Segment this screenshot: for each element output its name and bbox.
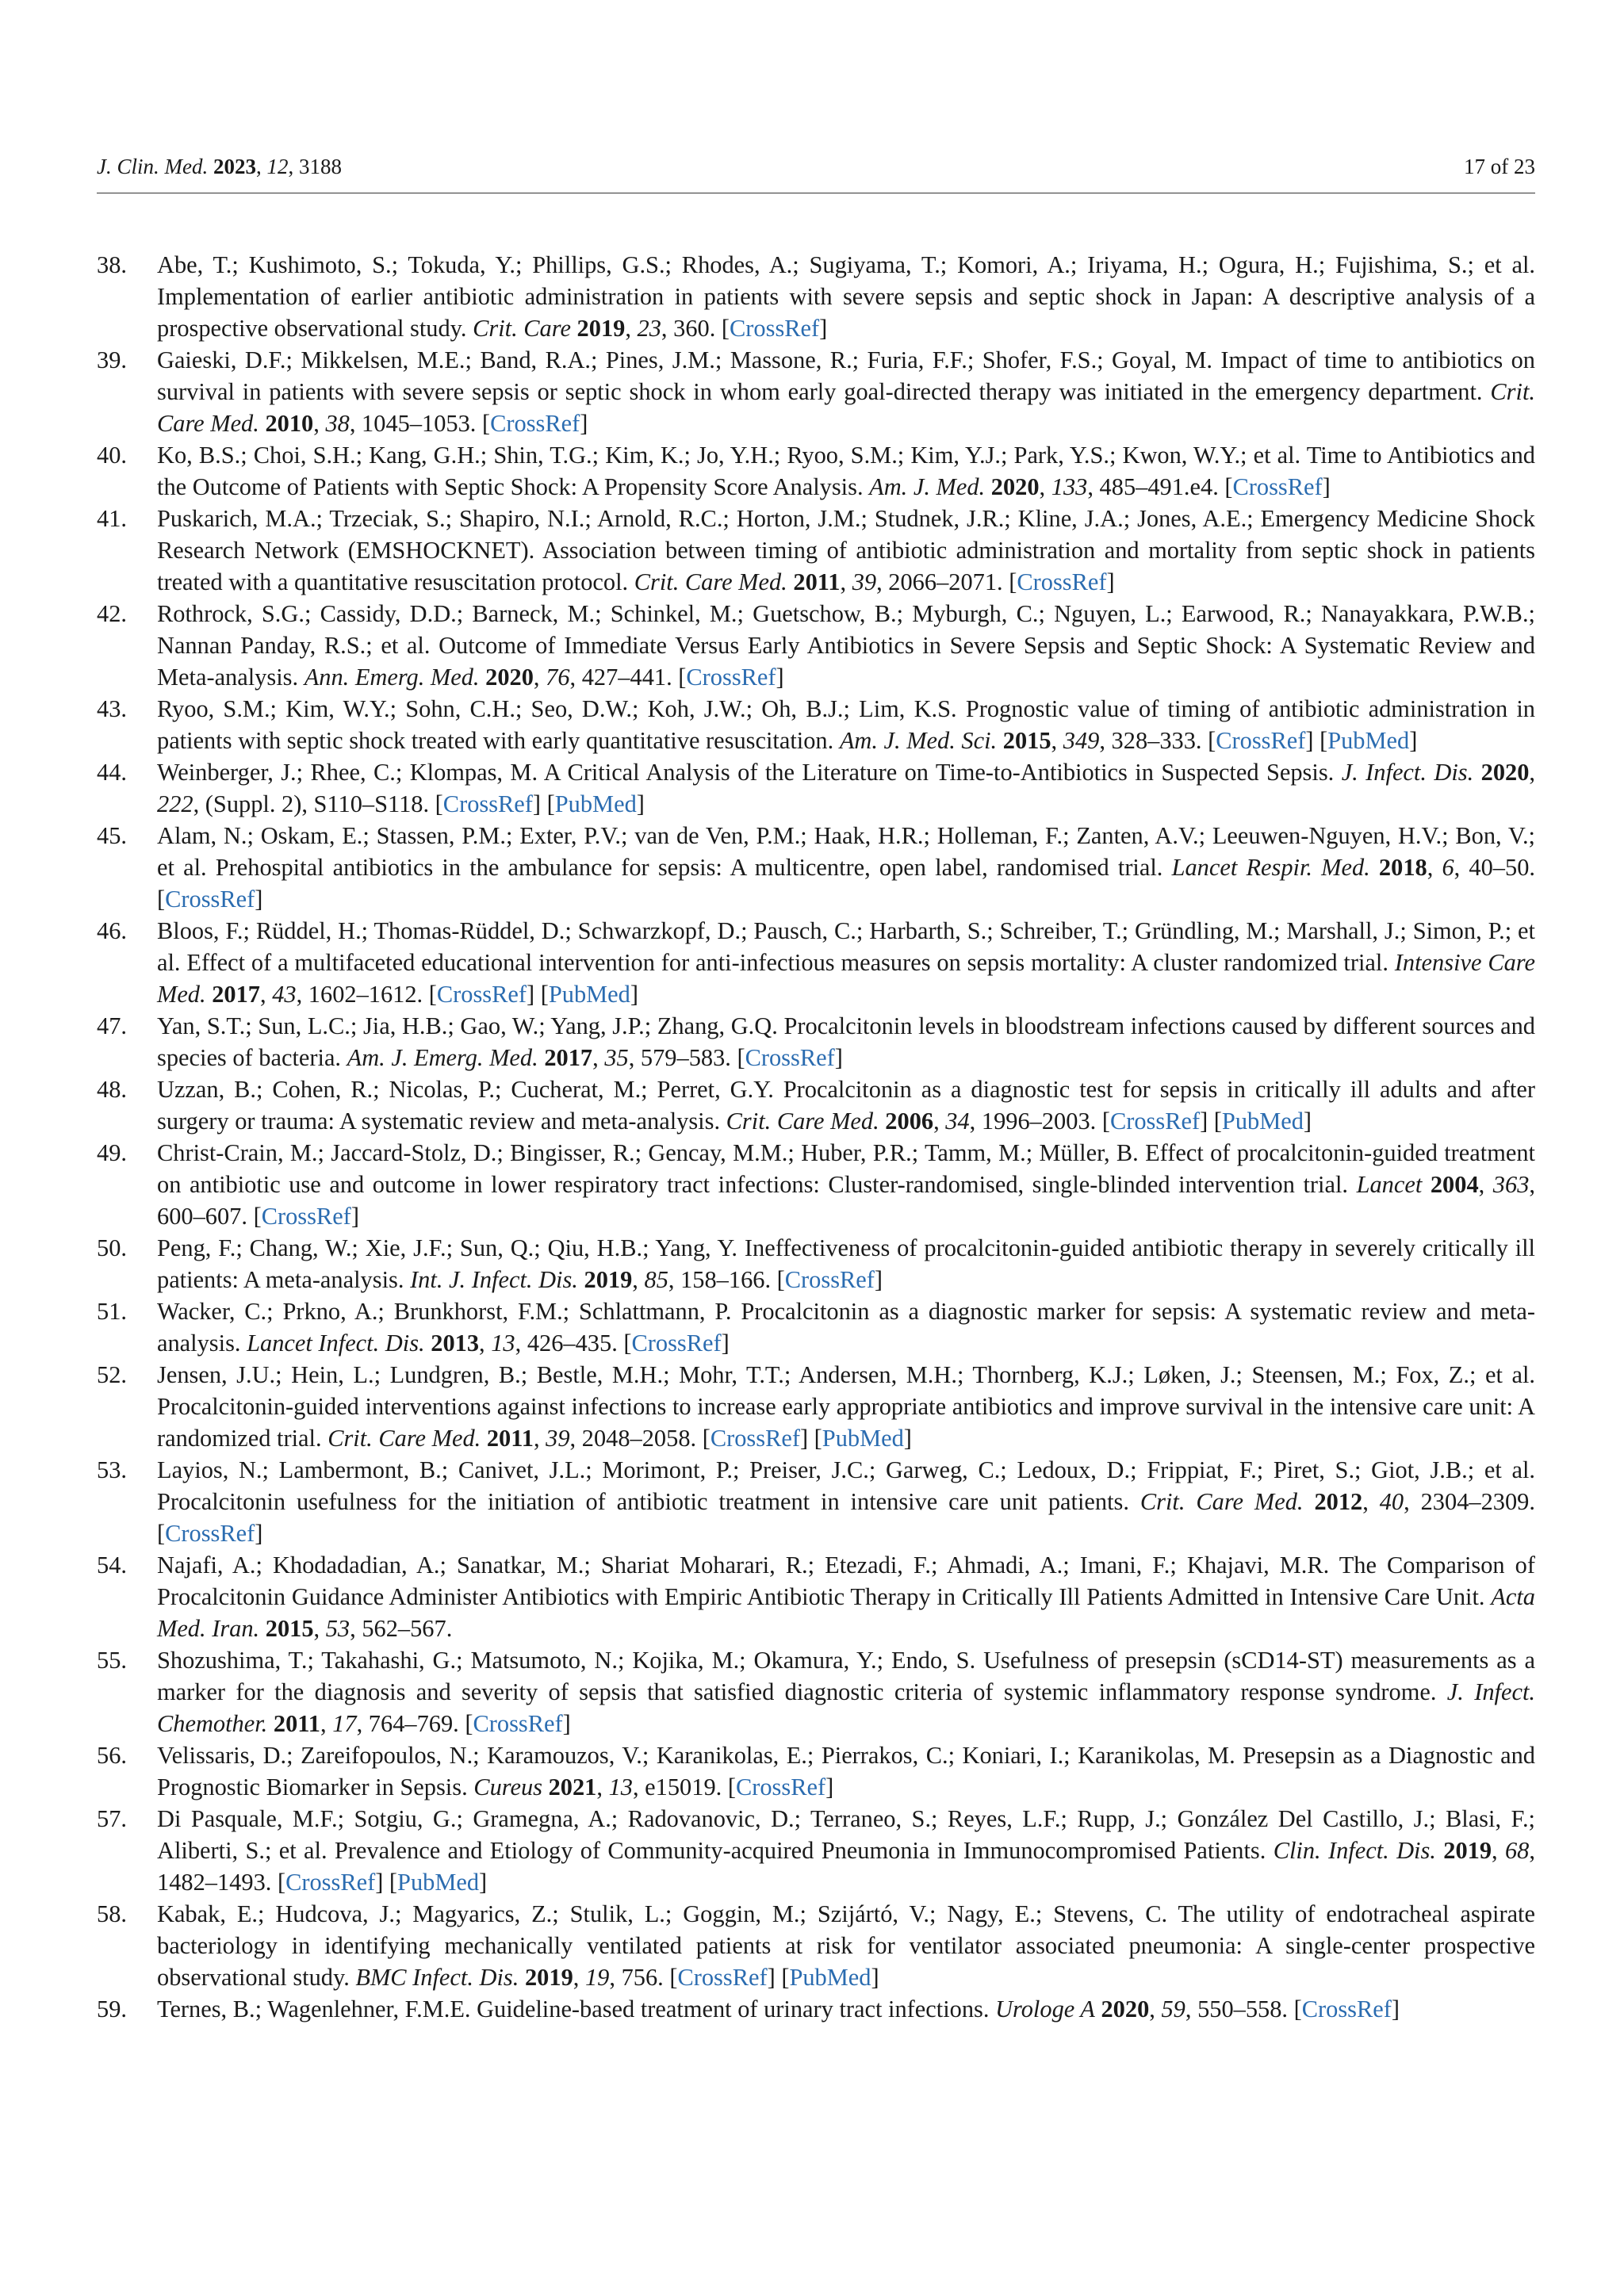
reference-pages: 426–435. [527,1330,618,1357]
reference-journal: Ann. Emerg. Med. [304,664,480,691]
reference-year: 2011 [793,568,841,595]
reference-item [97,1010,1535,1073]
reference-item [97,344,1535,439]
reference-number: 47. [97,1012,127,1039]
reference-journal: Crit. Care Med. [634,568,787,595]
reference-text: Puskarich, M.A.; Trzeciak, S.; Shapiro, N.I.; Arnold, R.C.; Horton, J.M.; Studnek, J.R.; Kline, J.A.; Jones, A.E.; Emergency Medicine Shock Research Network (EMSHOCKNET). Association between timing of antibiotic administration and mortality from septic shock in patients treated with a quantitative resuscitation protocol. [157,505,1535,595]
reference-body: Uzzan, B.; Cohen, R.; Nicolas, P.; Cucherat, M.; Perret, G.Y. Procalcitonin as a diagnostic test for sepsis in critically ill adults and after surgery or trauma: A systematic review and meta-analysis. Crit. Care Med. 2006, 34, 1996–2003. [CrossRef] [PubMed] [157,1076,1535,1135]
crossref-link[interactable]: CrossRef [436,981,527,1008]
crossref-link[interactable]: CrossRef [745,1044,835,1071]
crossref-link[interactable]: CrossRef [1301,1996,1392,2022]
pubmed-link[interactable]: PubMed [1327,727,1410,754]
reference-text: Ternes, B.; Wagenlehner, F.M.E. Guideline-based treatment of urinary tract infections. [157,1996,990,2022]
reference-number: 48. [97,1076,127,1103]
pubmed-link[interactable]: PubMed [822,1425,904,1452]
reference-body: Peng, F.; Chang, W.; Xie, J.F.; Sun, Q.; Qiu, H.B.; Yang, Y. Ineffectiveness of procalcitonin-guided antibiotic therapy in severely critically ill patients: A meta-analysis. Int. J. Infect. Dis. 2019, 85, 158–166. [CrossRef] [157,1234,1535,1293]
reference-number: 59. [97,1996,127,2022]
reference-pages: e15019. [645,1774,722,1800]
reference-year: 2020 [1101,1996,1150,2022]
reference-volume: 23 [637,315,661,342]
reference-item [97,503,1535,598]
page-number: 17 of 23 [1464,155,1535,178]
reference-number: 56. [97,1742,127,1769]
reference-body: Yan, S.T.; Sun, L.C.; Jia, H.B.; Gao, W.; Yang, J.P.; Zhang, G.Q. Procalcitonin levels in bloodstream infections caused by different sources and species of bacteria. Am. J. Emerg. Med. 2017, 35, 579–583. [CrossRef] [157,1012,1535,1071]
reference-body: Weinberger, J.; Rhee, C.; Klompas, M. A Critical Analysis of the Literature on Time-to-Antibiotics in Suspected Sepsis. J. Infect. Dis. 2020, 222, (Suppl. 2), S110–S118. [CrossRef] [PubMed] [157,759,1536,817]
reference-item [97,1137,1535,1232]
reference-year: 2020 [990,473,1040,500]
reference-text: Rothrock, S.G.; Cassidy, D.D.; Barneck, M.; Schinkel, M.; Guetschow, B.; Myburgh, C.; Nguyen, L.; Earwood, R.; Nanayakkara, P.W.B.; Nannan Panday, R.S.; et al. Outcome of Immediate Versus Early Antibiotics in Severe Sepsis and Septic Shock: A Systematic Review and Meta-analysis. [157,600,1535,691]
reference-journal: Crit. Care Med. [327,1425,481,1452]
reference-pages: 2048–2058. [581,1425,697,1452]
reference-journal: Crit. Care Med. [157,378,1535,437]
reference-number: 38. [97,251,127,278]
reference-year: 2020 [1480,759,1530,786]
reference-text: Di Pasquale, M.F.; Sotgiu, G.; Gramegna, A.; Radovanovic, D.; Terraneo, S.; Reyes, L.F.; Rupp, J.; González Del Castillo, J.; Blasi, F.; Aliberti, S.; et al. Prevalence and Etiology of Community-acquired Pneumonia in Immunocompromised Patients. [157,1805,1535,1864]
crossref-link[interactable]: CrossRef [686,664,776,691]
reference-journal: J. Infect. Chemother. [157,1678,1535,1737]
reference-body: Layios, N.; Lambermont, B.; Canivet, J.L.; Morimont, P.; Preiser, J.C.; Garweg, C.; Ledoux, D.; Frippiat, F.; Piret, S.; Giot, J.B.; et al. Procalcitonin usefulness for the initiation of antibiotic treatment in intensive care unit patients. Crit. Care Med. 2012, 40, 2304–2309. [CrossRef] [157,1456,1535,1547]
reference-number: 43. [97,695,127,722]
reference-journal: Clin. Infect. Dis. [1273,1837,1436,1864]
reference-pages: 550–558. [1197,1996,1289,2022]
reference-item [97,1739,1535,1803]
reference-item [97,1549,1535,1644]
reference-volume: 59 [1161,1996,1185,2022]
reference-text: Ryoo, S.M.; Kim, W.Y.; Sohn, C.H.; Seo, D.W.; Koh, J.W.; Oh, B.J.; Lim, K.S. Prognostic value of timing of antibiotic administration in patients with septic shock treated with early quantitative resuscitation. [157,695,1535,754]
pubmed-link[interactable]: PubMed [789,1964,871,1991]
crossref-link[interactable]: CrossRef [473,1710,563,1737]
reference-volume: 76 [546,664,570,691]
reference-journal: Acta Med. Iran. [157,1583,1535,1642]
reference-year: 2004 [1430,1171,1479,1198]
reference-number: 45. [97,822,127,849]
reference-number: 55. [97,1647,127,1674]
reference-text: Yan, S.T.; Sun, L.C.; Jia, H.B.; Gao, W.; Yang, J.P.; Zhang, G.Q. Procalcitonin levels in bloodstream infections caused by different sources and species of bacteria. [157,1012,1535,1071]
reference-journal: J. Infect. Dis. [1341,759,1474,786]
reference-text: Peng, F.; Chang, W.; Xie, J.F.; Sun, Q.; Qiu, H.B.; Yang, Y. Ineffectiveness of procalcitonin-guided antibiotic therapy in severely critically ill patients: A meta-analysis. [157,1234,1535,1293]
reference-year: 2015 [1002,727,1051,754]
reference-item [97,1454,1535,1549]
crossref-link[interactable]: CrossRef [1216,727,1306,754]
reference-pages: 485–491.e4. [1099,473,1219,500]
reference-text: Najafi, A.; Khodadadian, A.; Sanatkar, M.; Shariat Moharari, R.; Etezadi, F.; Ahmadi, A.; Imani, F.; Khajavi, M.R. The Comparison of Procalcitonin Guidance Administer Antibiotics with Empiric Antibiotic Therapy in Critically Ill Patients Admitted in Intensive Care Unit. [157,1552,1535,1610]
reference-year: 2011 [273,1710,320,1737]
reference-pages: 2066–2071. [888,568,1003,595]
reference-text: Bloos, F.; Rüddel, H.; Thomas-Rüddel, D.; Schwarzkopf, D.; Pausch, C.; Harbarth, S.; Schreiber, T.; Gründling, M.; Marshall, J.; Simon, P.; et al. Effect of a multifaceted educational intervention for anti-infectious measures on sepsis mortality: A cluster randomized trial. [157,917,1535,976]
reference-year: 2015 [265,1615,314,1642]
reference-number: 54. [97,1552,127,1578]
reference-volume: 19 [584,1964,610,1991]
reference-pages: 1045–1053. [362,410,477,437]
reference-year: 2019 [524,1964,573,1991]
reference-body: Christ-Crain, M.; Jaccard-Stolz, D.; Bingisser, R.; Gencay, M.M.; Huber, P.R.; Tamm, M.; Müller, B. Effect of procalcitonin-guided treatment on antibiotic use and outcome in lower respiratory tract infections: Cluster-randomised, single-blinded intervention trial. Lancet 2004, 363, 600–607. [CrossRef] [157,1139,1535,1230]
reference-item [97,1993,1535,2025]
reference-pages: 579–583. [640,1044,731,1071]
reference-volume: 43 [272,981,297,1008]
reference-number: 41. [97,505,127,532]
pubmed-link[interactable]: PubMed [397,1869,480,1896]
reference-number: 44. [97,759,127,786]
reference-number: 42. [97,600,127,627]
reference-item [97,249,1535,344]
reference-pages: 562–567. [362,1615,453,1642]
reference-volume: 85 [644,1266,668,1293]
reference-item [97,693,1535,756]
reference-volume: 133 [1051,473,1088,500]
reference-number: 57. [97,1805,127,1832]
reference-volume: 13 [608,1774,633,1800]
reference-body: Ko, B.S.; Choi, S.H.; Kang, G.H.; Shin, T.G.; Kim, K.; Jo, Y.H.; Ryoo, S.M.; Kim, Y.J.; Park, Y.S.; Kwon, W.Y.; et al. Time to Antibiotics and the Outcome of Patients with Septic Shock: A Propensity Score Analysis. Am. J. Med. 2020, 133, 485–491.e4. [CrossRef] [157,442,1535,500]
crossref-link[interactable]: CrossRef [261,1203,351,1230]
crossref-link[interactable]: CrossRef [1232,473,1323,500]
reference-text: Abe, T.; Kushimoto, S.; Tokuda, Y.; Phillips, G.S.; Rhodes, A.; Sugiyama, T.; Komori, A.; Iriyama, H.; Ogura, H.; Fujishima, S.; et al. Implementation of earlier antibiotic administration in patients with severe sepsis and septic shock in Japan: A descriptive analysis of a prospective observational study. [157,251,1535,342]
reference-journal: Crit. Care [473,315,571,342]
reference-pages: 756. [621,1964,664,1991]
reference-pages: 158–166. [680,1266,772,1293]
reference-item [97,1295,1535,1359]
reference-year: 2012 [1314,1488,1363,1515]
reference-body: Gaieski, D.F.; Mikkelsen, M.E.; Band, R.A.; Pines, J.M.; Massone, R.; Furia, F.F.; Shofer, F.S.; Goyal, M. Impact of time to antibiotics on survival in patients with severe sepsis or septic shock in whom early goal-directed therapy was initiated in the emergency department. Crit. Care Med. 2010, 38, 1045–1053. [CrossRef] [157,346,1535,437]
reference-pages: (Suppl. 2), S110–S118. [205,790,430,817]
reference-text: Shozushima, T.; Takahashi, G.; Matsumoto, N.; Kojika, M.; Okamura, Y.; Endo, S. Usefulness of presepsin (sCD14-ST) measurements as a marker for the diagnosis and severity of sepsis that satisfied diagnostic criteria of systemic inflammatory response syndrome. [157,1647,1535,1705]
reference-journal: Urologe A [995,1996,1095,2022]
reference-number: 53. [97,1456,127,1483]
reference-list [97,249,1535,2025]
reference-item [97,1898,1535,1993]
reference-journal: Am. J. Emerg. Med. [347,1044,538,1071]
crossref-link[interactable]: CrossRef [710,1425,800,1452]
reference-volume: 222 [157,790,193,817]
reference-pages: 1482–1493. [157,1869,272,1896]
reference-volume: 13 [491,1330,515,1357]
reference-year: 2019 [576,315,626,342]
reference-body: Abe, T.; Kushimoto, S.; Tokuda, Y.; Phillips, G.S.; Rhodes, A.; Sugiyama, T.; Komori, A.; Iriyama, H.; Ogura, H.; Fujishima, S.; et al. Implementation of earlier antibiotic administration in patients with severe sepsis and septic shock in Japan: A descriptive analysis of a prospective observational study. Crit. Care 2019, 23, 360. [CrossRef] [157,251,1535,342]
reference-journal: Am. J. Med. [869,473,986,500]
reference-journal: Crit. Care Med. [1139,1488,1304,1515]
reference-volume: 39 [546,1425,570,1452]
reference-text: Ko, B.S.; Choi, S.H.; Kang, G.H.; Shin, T.G.; Kim, K.; Jo, Y.H.; Ryoo, S.M.; Kim, Y.J.; Park, Y.S.; Kwon, W.Y.; et al. Time to Antibiotics and the Outcome of Patients with Septic Shock: A Propensity Score Analysis. [157,442,1535,500]
reference-number: 58. [97,1900,127,1927]
reference-item [97,756,1535,820]
crossref-link[interactable]: CrossRef [735,1774,826,1800]
crossref-link[interactable]: CrossRef [285,1869,376,1896]
reference-text: Gaieski, D.F.; Mikkelsen, M.E.; Band, R.A.; Pines, J.M.; Massone, R.; Furia, F.F.; Shofer, F.S.; Goyal, M. Impact of time to antibiotics on survival in patients with severe sepsis or septic shock in whom early goal-directed therapy was initiated in the emergency department. [157,346,1535,405]
reference-body: Ternes, B.; Wagenlehner, F.M.E. Guideline-based treatment of urinary tract infections. Urologe A 2020, 59, 550–558. [CrossRef] [157,1996,1400,2022]
reference-pages: 764–769. [368,1710,459,1737]
reference-year: 2017 [212,981,260,1008]
reference-text: Layios, N.; Lambermont, B.; Canivet, J.L.; Morimont, P.; Preiser, J.C.; Garweg, C.; Ledoux, D.; Frippiat, F.; Piret, S.; Giot, J.B.; et al. Procalcitonin usefulness for the initiation of antibiotic treatment in intensive care unit patients. [157,1456,1535,1515]
reference-number: 50. [97,1234,127,1261]
reference-journal: Int. J. Infect. Dis. [410,1266,578,1293]
reference-year: 2019 [1443,1837,1492,1864]
reference-journal: Intensive Care Med. [157,949,1535,1008]
reference-pages: 360. [673,315,716,342]
reference-text: Velissaris, D.; Zareifopoulos, N.; Karamouzos, V.; Karanikolas, E.; Pierrakos, C.; Koniari, I.; Karanikolas, M. Presepsin as a Diagnostic and Prognostic Biomarker in Sepsis. [157,1742,1535,1800]
reference-body: Alam, N.; Oskam, E.; Stassen, P.M.; Exter, P.V.; van de Ven, P.M.; Haak, H.R.; Holleman, F.; Zanten, A.V.; Leeuwen-Nguyen, H.V.; Bon, V.; et al. Prehospital antibiotics in the ambulance for sepsis: A multicentre, open label, randomised trial. Lancet Respir. Med. 2018, 6, 40–50. [CrossRef] [157,822,1535,913]
reference-pages: 600–607. [157,1203,247,1230]
reference-item [97,1359,1535,1454]
crossref-link[interactable]: CrossRef [631,1330,722,1357]
reference-journal: Lancet Infect. Dis. [247,1330,425,1357]
crossref-link[interactable]: CrossRef [442,790,533,817]
reference-pages: 1996–2003. [981,1108,1097,1135]
reference-item [97,1073,1535,1137]
reference-pages: 2304–2309. [1420,1488,1535,1515]
reference-journal: Am. J. Med. Sci. [839,727,998,754]
reference-volume: 39 [852,568,877,595]
reference-year: 2018 [1378,854,1427,881]
reference-body: Bloos, F.; Rüddel, H.; Thomas-Rüddel, D.; Schwarzkopf, D.; Pausch, C.; Harbarth, S.; Schreiber, T.; Gründling, M.; Marshall, J.; Simon, P.; et al. Effect of a multifaceted educational intervention for anti-infectious measures on sepsis mortality: A cluster randomized trial. Intensive Care Med. 2017, 43, 1602–1612. [CrossRef] [PubMed] [157,917,1535,1008]
reference-item [97,1232,1535,1295]
reference-volume: 349 [1063,727,1100,754]
reference-number: 46. [97,917,127,944]
reference-body: Wacker, C.; Prkno, A.; Brunkhorst, F.M.; Schlattmann, P. Procalcitonin as a diagnostic marker for sepsis: A systematic review and meta-analysis. Lancet Infect. Dis. 2013, 13, 426–435. [CrossRef] [157,1298,1535,1357]
reference-item [97,1644,1535,1739]
reference-text: Kabak, E.; Hudcova, J.; Magyarics, Z.; Stulik, L.; Goggin, M.; Szijártó, V.; Nagy, E.; Stevens, C. The utility of endotracheal aspirate bacteriology in identifying mechanically ventilated patients at risk for ventilator associated pneumonia: A single-center prospective observational study. [157,1900,1535,1991]
reference-text: Weinberger, J.; Rhee, C.; Klompas, M. A Critical Analysis of the Literature on Time-to-Antibiotics in Suspected Sepsis. [157,759,1335,786]
reference-volume: 38 [325,410,350,437]
reference-volume: 35 [604,1044,629,1071]
reference-text: Wacker, C.; Prkno, A.; Brunkhorst, F.M.; Schlattmann, P. Procalcitonin as a diagnostic marker for sepsis: A systematic review and meta-analysis. [157,1298,1535,1357]
crossref-link[interactable]: CrossRef [784,1266,875,1293]
crossref-link[interactable]: CrossRef [490,410,580,437]
reference-volume: 34 [945,1108,970,1135]
reference-body: Rothrock, S.G.; Cassidy, D.D.; Barneck, M.; Schinkel, M.; Guetschow, B.; Myburgh, C.; Nguyen, L.; Earwood, R.; Nanayakkara, P.W.B.; Nannan Panday, R.S.; et al. Outcome of Immediate Versus Early Antibiotics in Severe Sepsis and Septic Shock: A Systematic Review and Meta-analysis. Ann. Emerg. Med. 2020, 76, 427–441. [CrossRef] [157,600,1535,691]
reference-body: Velissaris, D.; Zareifopoulos, N.; Karamouzos, V.; Karanikolas, E.; Pierrakos, C.; Koniari, I.; Karanikolas, M. Presepsin as a Diagnostic and Prognostic Biomarker in Sepsis. Cureus 2021, 13, e15019. [CrossRef] [157,1742,1535,1800]
reference-year: 2010 [265,410,314,437]
reference-pages: 427–441. [581,664,672,691]
reference-volume: 68 [1504,1837,1530,1864]
reference-body: Ryoo, S.M.; Kim, W.Y.; Sohn, C.H.; Seo, D.W.; Koh, J.W.; Oh, B.J.; Lim, K.S. Prognostic value of timing of antibiotic administration in patients with septic shock treated with early quantitative resuscitation. Am. J. Med. Sci. 2015, 349, 328–333. [CrossRef] [PubMed] [157,695,1535,754]
reference-text: Christ-Crain, M.; Jaccard-Stolz, D.; Bingisser, R.; Gencay, M.M.; Huber, P.R.; Tamm, M.; Müller, B. Effect of procalcitonin-guided treatment on antibiotic use and outcome in lower respiratory tract infections: Cluster-randomised, single-blinded intervention trial. [157,1139,1535,1198]
reference-year: 2019 [584,1266,633,1293]
pubmed-link[interactable]: PubMed [548,981,630,1008]
reference-body: Jensen, J.U.; Hein, L.; Lundgren, B.; Bestle, M.H.; Mohr, T.T.; Andersen, M.H.; Thornberg, K.J.; Løken, J.; Steensen, M.; Fox, Z.; et al. Procalcitonin-guided interventions against infections to increase early appropriate antibiotics and improve survival in the intensive care unit: A randomized trial. Crit. Care Med. 2011, 39, 2048–2058. [CrossRef] [PubMed] [157,1361,1535,1452]
reference-body: Shozushima, T.; Takahashi, G.; Matsumoto, N.; Kojika, M.; Okamura, Y.; Endo, S. Usefulness of presepsin (sCD14-ST) measurements as a marker for the diagnosis and severity of sepsis that satisfied diagnostic criteria of systemic inflammatory response syndrome. J. Infect. Chemother. 2011, 17, 764–769. [CrossRef] [157,1647,1535,1737]
reference-year: 2006 [885,1108,934,1135]
reference-year: 2020 [485,664,534,691]
reference-year: 2021 [548,1774,597,1800]
reference-number: 52. [97,1361,127,1388]
reference-volume: 53 [325,1615,350,1642]
reference-body: Kabak, E.; Hudcova, J.; Magyarics, Z.; Stulik, L.; Goggin, M.; Szijártó, V.; Nagy, E.; Stevens, C. The utility of endotracheal aspirate bacteriology in identifying mechanically ventilated patients at risk for ventilator associated pneumonia: A single-center prospective observational study. BMC Infect. Dis. 2019, 19, 756. [CrossRef] [PubMed] [157,1900,1535,1991]
reference-body: Najafi, A.; Khodadadian, A.; Sanatkar, M.; Shariat Moharari, R.; Etezadi, F.; Ahmadi, A.; Imani, F.; Khajavi, M.R. The Comparison of Procalcitonin Guidance Administer Antibiotics with Empiric Antibiotic Therapy in Critically Ill Patients Admitted in Intensive Care Unit. Acta Med. Iran. 2015, 53, 562–567. [157,1552,1535,1642]
reference-journal: Lancet [1356,1171,1423,1198]
reference-pages: 328–333. [1111,727,1202,754]
journal-name: J. Clin. Med. [97,155,209,178]
reference-year: 2017 [544,1044,593,1071]
page-header [97,152,1535,181]
reference-year: 2013 [431,1330,480,1357]
reference-item [97,598,1535,693]
reference-item [97,439,1535,503]
journal-year: 2023 [213,155,256,178]
reference-number: 51. [97,1298,127,1325]
reference-item [97,915,1535,1010]
reference-pages: 40–50. [1469,854,1535,881]
article-number: 3188 [298,155,342,178]
reference-volume: 6 [1442,854,1454,881]
journal-volume: 12 [266,155,289,178]
crossref-link[interactable]: CrossRef [730,315,820,342]
reference-text: Alam, N.; Oskam, E.; Stassen, P.M.; Exter, P.V.; van de Ven, P.M.; Haak, H.R.; Holleman, F.; Zanten, A.V.; Leeuwen-Nguyen, H.V.; Bon, V.; et al. Prehospital antibiotics in the ambulance for sepsis: A multicentre, open label, randomised trial. [157,822,1535,881]
reference-journal: Lancet Respir. Med. [1171,854,1370,881]
reference-volume: 17 [332,1710,357,1737]
reference-year: 2011 [486,1425,534,1452]
crossref-link[interactable]: CrossRef [1109,1108,1201,1135]
reference-text: Jensen, J.U.; Hein, L.; Lundgren, B.; Bestle, M.H.; Mohr, T.T.; Andersen, M.H.; Thornberg, K.J.; Løken, J.; Steensen, M.; Fox, Z.; et al. Procalcitonin-guided interventions against infections to increase early appropriate antibiotics and improve survival in the intensive care unit: A randomized trial. [157,1361,1535,1452]
reference-text: Uzzan, B.; Cohen, R.; Nicolas, P.; Cucherat, M.; Perret, G.Y. Procalcitonin as a diagnostic test for sepsis in critically ill adults and after surgery or trauma: A systematic review and meta-analysis. [157,1076,1535,1135]
journal-citation: J. Clin. Med. 2023, 12, 3188 [97,155,342,178]
crossref-link[interactable]: CrossRef [1017,568,1107,595]
reference-journal: Cureus [473,1774,542,1800]
reference-number: 40. [97,442,127,469]
reference-body: Di Pasquale, M.F.; Sotgiu, G.; Gramegna, A.; Radovanovic, D.; Terraneo, S.; Reyes, L.F.; Rupp, J.; González Del Castillo, J.; Blasi, F.; Aliberti, S.; et al. Prevalence and Etiology of Community-acquired Pneumonia in Immunocompromised Patients. Clin. Infect. Dis. 2019, 68, 1482–1493. [CrossRef] [PubMed] [157,1805,1535,1896]
reference-journal: Crit. Care Med. [726,1108,879,1135]
pubmed-link[interactable]: PubMed [554,790,637,817]
reference-volume: 363 [1492,1171,1530,1198]
reference-item [97,1803,1535,1898]
reference-item [97,820,1535,915]
reference-body: Puskarich, M.A.; Trzeciak, S.; Shapiro, N.I.; Arnold, R.C.; Horton, J.M.; Studnek, J.R.; Kline, J.A.; Jones, A.E.; Emergency Medicine Shock Research Network (EMSHOCKNET). Association between timing of antibiotic administration and mortality from septic shock in patients treated with a quantitative resuscitation protocol. Crit. Care Med. 2011, 39, 2066–2071. [CrossRef] [157,505,1535,595]
reference-number: 39. [97,346,127,373]
reference-volume: 40 [1379,1488,1404,1515]
crossref-link[interactable]: CrossRef [165,886,255,913]
crossref-link[interactable]: CrossRef [677,1964,768,1991]
reference-number: 49. [97,1139,127,1166]
pubmed-link[interactable]: PubMed [1221,1108,1304,1135]
reference-journal: BMC Infect. Dis. [355,1964,519,1991]
reference-pages: 1602–1612. [308,981,423,1008]
crossref-link[interactable]: CrossRef [165,1520,255,1547]
